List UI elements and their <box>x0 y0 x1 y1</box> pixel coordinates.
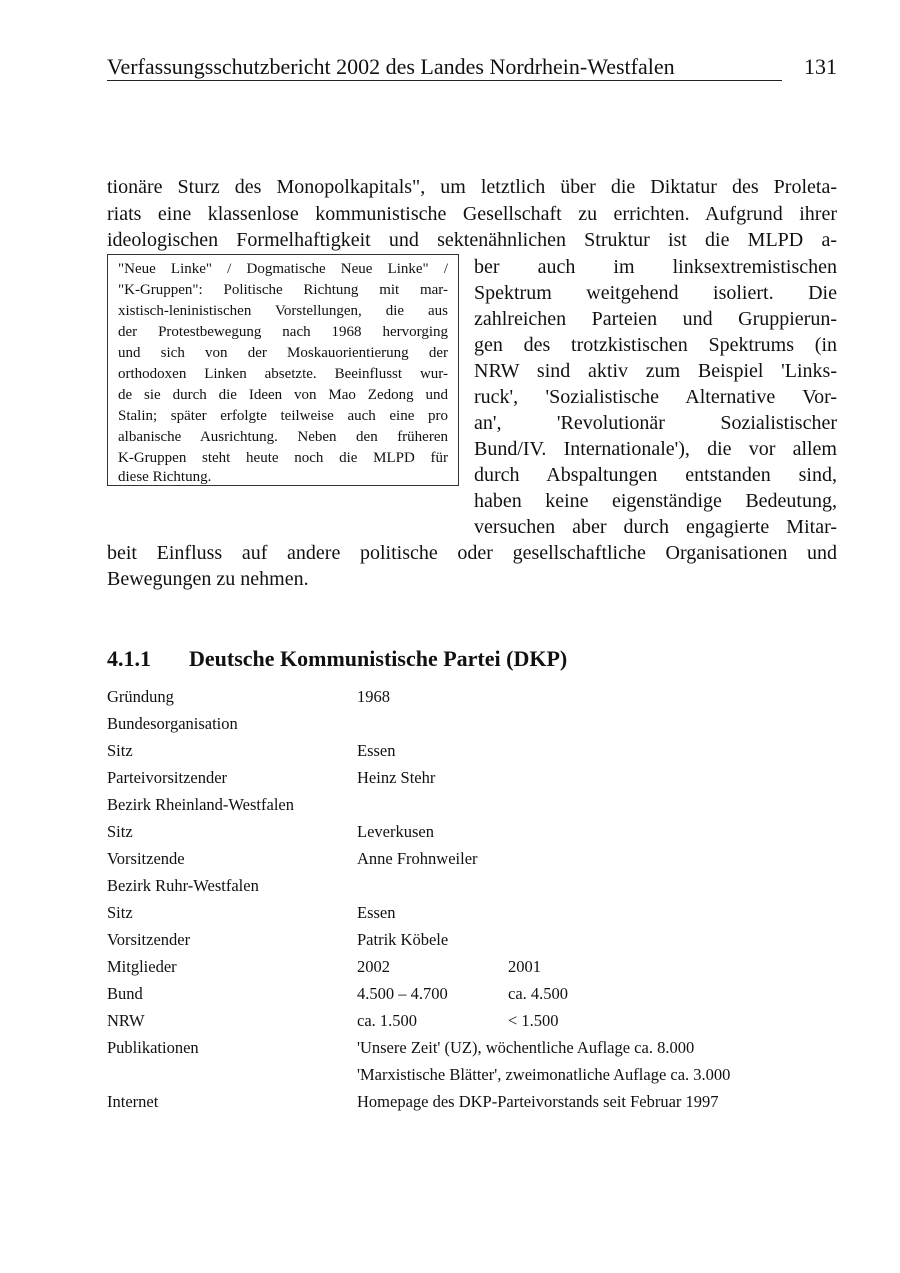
fact-value-secondary: 2001 <box>508 957 541 976</box>
fact-label: Sitz <box>107 741 133 760</box>
box-text-line: K-Gruppen steht heute noch die MLPD für <box>118 450 448 466</box>
body-text-line: durch Abspaltungen entstanden sind, <box>474 464 837 486</box>
box-text-line: xistisch-leninistischen Vorstellungen, die aus <box>118 303 448 319</box>
fact-row <box>107 957 837 984</box>
body-text-line: Bewegungen zu nehmen. <box>107 568 309 590</box>
fact-label: NRW <box>107 1011 145 1030</box>
fact-value: 1968 <box>357 687 390 706</box>
fact-value: Essen <box>357 741 396 760</box>
body-text-line: haben keine eigenständige Bedeutung, <box>474 490 837 512</box>
fact-label: Parteivorsitzender <box>107 768 228 787</box>
fact-value: Anne Frohnweiler <box>357 849 478 868</box>
body-text-line: tionäre Sturz des Monopolkapitals", um letztlich über die Diktatur des Proleta- <box>107 176 837 198</box>
fact-value: Homepage des DKP-Parteivorstands seit Februar 1997 <box>357 1092 719 1111</box>
body-text-line: ideologischen Formelhaftigkeit und sektenähnlichen Struktur ist die MLPD a- <box>107 229 837 251</box>
body-text-line: ber auch im linksextremistischen <box>474 256 837 278</box>
box-text-line: albanische Ausrichtung. Neben den früheren <box>118 429 448 445</box>
body-text-line: versuchen aber durch engagierte Mitar- <box>474 516 837 538</box>
fact-label: Bund <box>107 984 143 1003</box>
fact-label: Bundesorganisation <box>107 714 238 733</box>
fact-label: Mitglieder <box>107 957 177 976</box>
fact-row <box>107 930 837 957</box>
body-text-line: zahlreichen Parteien und Gruppierun- <box>474 308 837 330</box>
fact-row <box>107 822 837 849</box>
body-text-line: beit Einfluss auf andere politische oder gesellschaftliche Organisationen und <box>107 542 837 564</box>
box-text-line: Stalin; später erfolgte teilweise auch eine pro <box>118 408 448 424</box>
fact-value: Leverkusen <box>357 822 434 841</box>
fact-row <box>107 1011 837 1038</box>
fact-value-secondary: < 1.500 <box>508 1011 559 1030</box>
body-text-line: NRW sind aktiv zum Beispiel 'Links- <box>474 360 837 382</box>
fact-label: Vorsitzender <box>107 930 191 949</box>
fact-row <box>107 903 837 930</box>
header-rule <box>107 80 782 81</box>
body-text-line: gen des trotzkistischen Spektrums (in <box>474 334 837 356</box>
fact-value: 'Unsere Zeit' (UZ), wöchentliche Auflage ca. 8.000 <box>357 1038 695 1057</box>
fact-label: Vorsitzende <box>107 849 185 868</box>
body-text-line: an', 'Revolutionär Sozialistischer <box>474 412 837 434</box>
page-header <box>107 52 837 82</box>
header-title: Verfassungsschutzbericht 2002 des Landes Nordrhein-Westfalen <box>107 54 675 79</box>
body-text-line: ruck', 'Sozialistische Alternative Vor- <box>474 386 837 408</box>
fact-row <box>107 687 837 714</box>
fact-row <box>107 795 837 822</box>
fact-row <box>107 768 837 795</box>
fact-row <box>107 714 837 741</box>
fact-value: 2002 <box>357 957 390 976</box>
body-text-line: riats eine klassenlose kommunistische Gesellschaft zu errichten. Aufgrund ihrer <box>107 203 837 225</box>
fact-label: Publikationen <box>107 1038 199 1057</box>
box-text-line: orthodoxen Linken absetzte. Beeinflusst wur- <box>118 366 448 382</box>
fact-value: Patrik Köbele <box>357 930 449 949</box>
fact-value: Essen <box>357 903 396 922</box>
fact-label: Internet <box>107 1092 159 1111</box>
body-text-line: Spektrum weitgehend isoliert. Die <box>474 282 837 304</box>
fact-label: Sitz <box>107 903 133 922</box>
fact-value: ca. 1.500 <box>357 1011 418 1030</box>
box-text-line: der Protestbewegung nach 1968 hervorging <box>118 324 448 340</box>
box-text-line: de sie durch die Ideen von Mao Zedong und <box>118 387 448 403</box>
body-text-line: Bund/IV. Internationale'), die vor allem <box>474 438 837 460</box>
box-text-line: diese Richtung. <box>118 469 212 485</box>
fact-row <box>107 1038 837 1065</box>
fact-row <box>107 741 837 768</box>
fact-value: 4.500 – 4.700 <box>357 984 448 1003</box>
fact-value: Heinz Stehr <box>357 768 436 787</box>
fact-value-secondary: ca. 4.500 <box>508 984 569 1003</box>
fact-row <box>107 849 837 876</box>
fact-row <box>107 876 837 903</box>
fact-label: Gründung <box>107 687 174 706</box>
fact-row <box>107 1092 837 1119</box>
fact-row <box>107 984 837 1011</box>
section-title: Deutsche Kommunistische Partei (DKP) <box>189 646 568 671</box>
page-number: 131 <box>804 54 837 79</box>
box-text-line: "K-Gruppen": Politische Richtung mit mar- <box>118 282 448 298</box>
fact-label: Bezirk Ruhr-Westfalen <box>107 876 259 895</box>
fact-value: 'Marxistische Blätter', zweimonatliche Auflage ca. 3.000 <box>357 1065 731 1084</box>
definition-box <box>107 254 459 486</box>
section-number: 4.1.1 <box>107 646 151 671</box>
fact-row <box>107 1065 837 1092</box>
box-text-line: "Neue Linke" / Dogmatische Neue Linke" / <box>118 261 448 277</box>
fact-label: Bezirk Rheinland-Westfalen <box>107 795 294 814</box>
box-text-line: und sich von der Moskauorientierung der <box>118 345 448 361</box>
fact-label: Sitz <box>107 822 133 841</box>
